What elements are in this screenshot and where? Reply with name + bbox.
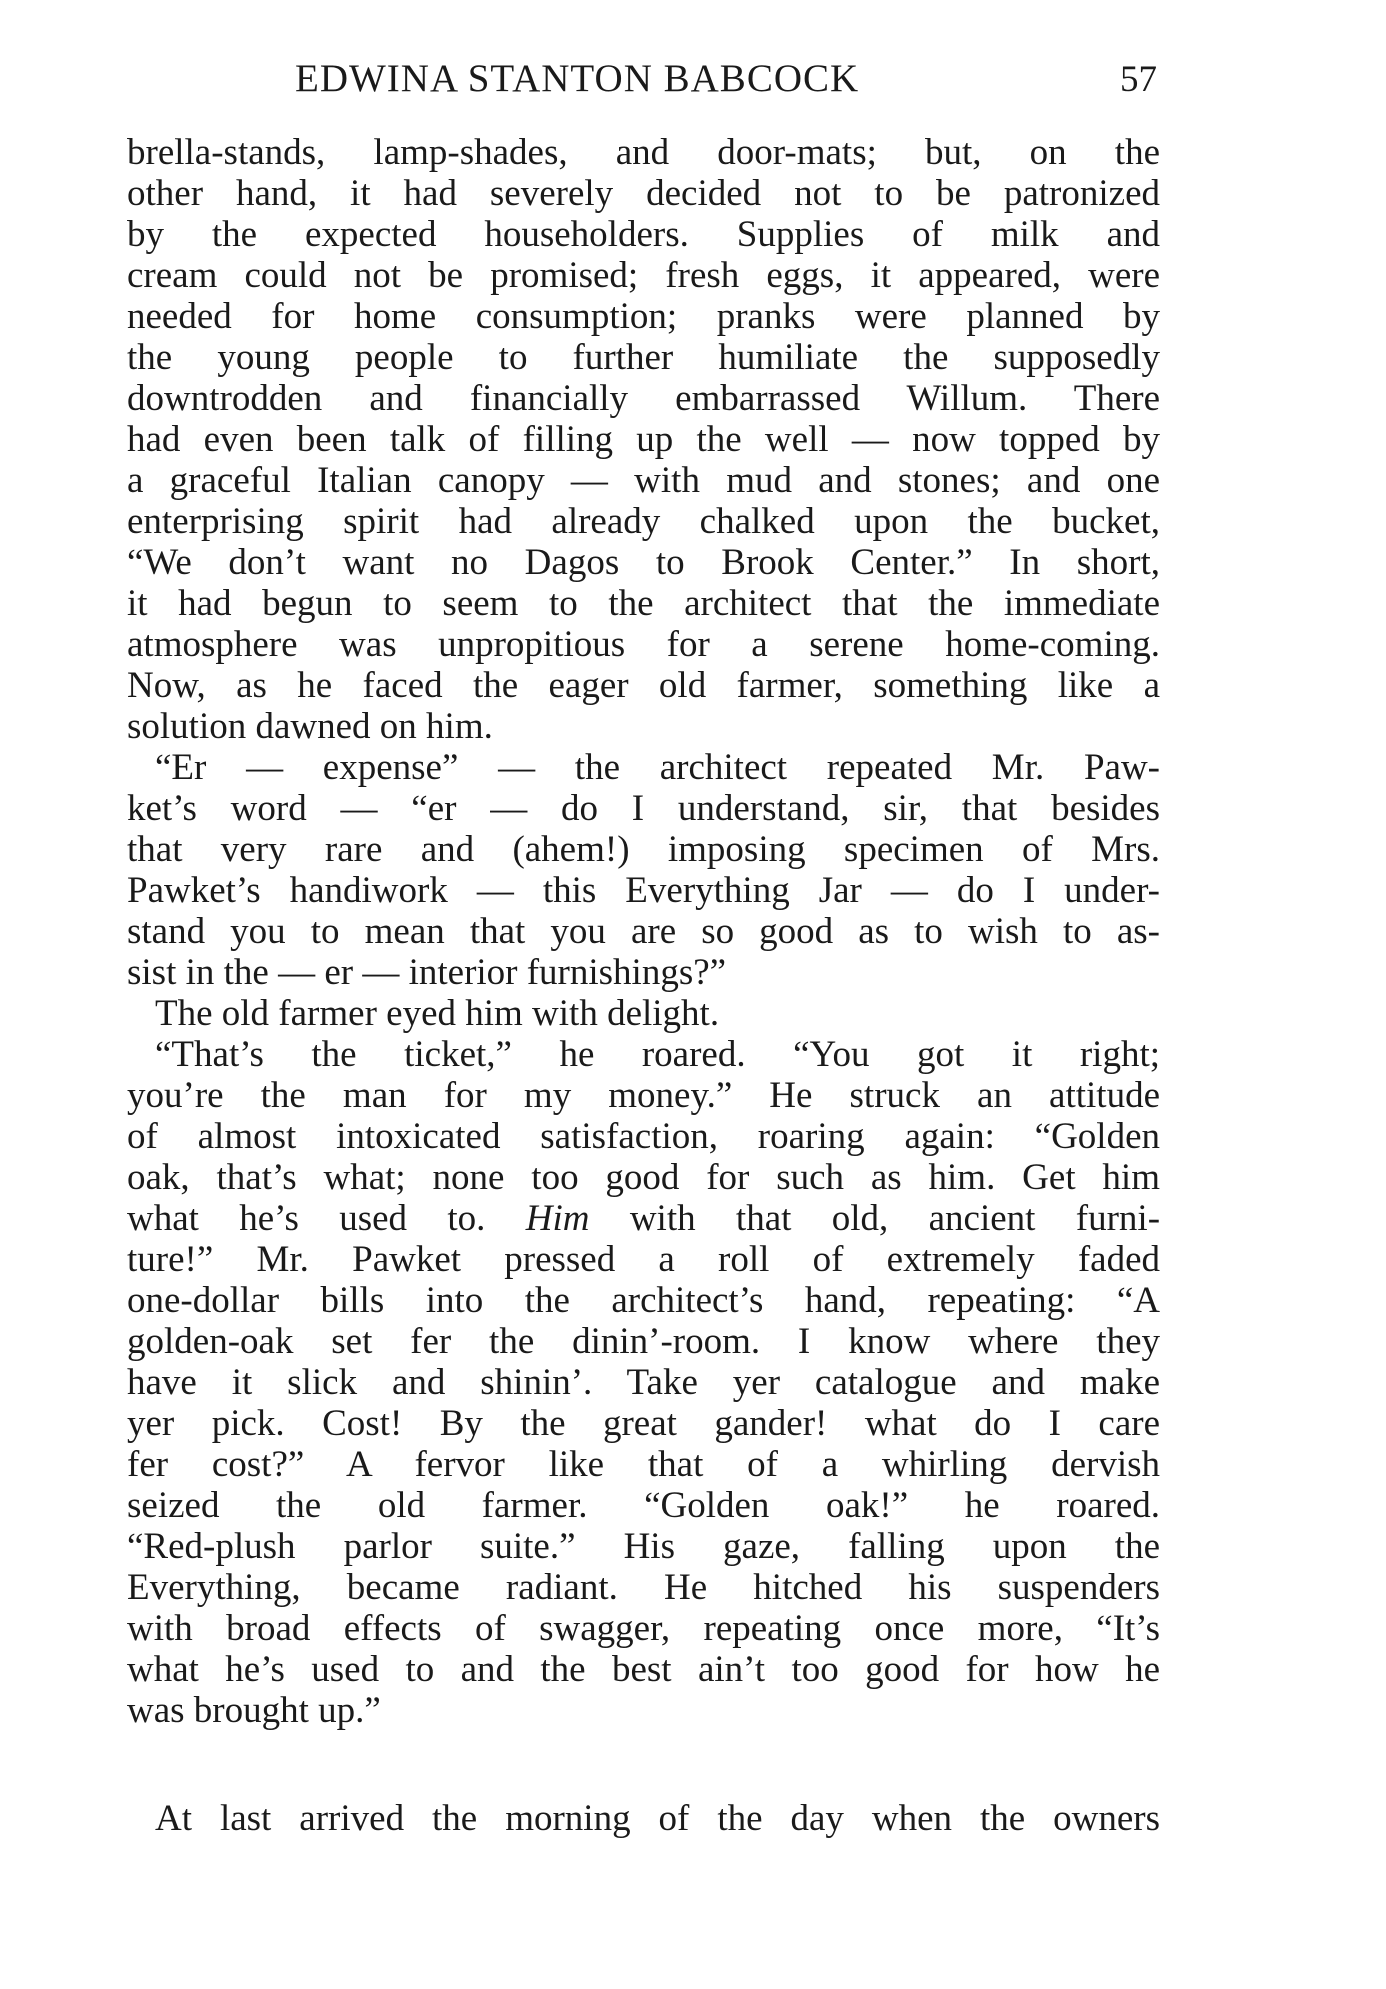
text-line: seized the old farmer. “Golden oak!” he roared. xyxy=(127,1485,1160,1526)
text-line: Pawket’s handiwork — this Everything Jar — do I under- xyxy=(127,870,1160,911)
text-line: you’re the man for my money.” He struck an attitude xyxy=(127,1075,1160,1116)
italic-word: Him xyxy=(525,1198,590,1239)
running-head: EDWINA STANTON BABCOCK xyxy=(295,57,860,100)
text-line: stand you to mean that you are so good as to wish to as- xyxy=(127,911,1160,952)
text-line: other hand, it had severely decided not to be patronized xyxy=(127,173,1160,214)
text-line: one-dollar bills into the architect’s hand, repeating: “A xyxy=(127,1280,1160,1321)
text-line: Now, as he faced the eager old farmer, something like a xyxy=(127,665,1160,706)
text-line: “That’s the ticket,” he roared. “You got it right; xyxy=(155,1034,1160,1075)
text-line: ket’s word — “er — do I understand, sir, that besides xyxy=(127,788,1160,829)
text-line: it had begun to seem to the architect that the immediate xyxy=(127,583,1160,624)
text-line: golden-oak set fer the dinin’-room. I know where they xyxy=(127,1321,1160,1362)
text-line: needed for home consumption; pranks were planned by xyxy=(127,296,1160,337)
text-line: atmosphere was unpropitious for a serene home-coming. xyxy=(127,624,1160,665)
text-line: brella-stands, lamp-shades, and door-mats; but, on the xyxy=(127,132,1160,173)
text-line: “Red-plush parlor suite.” His gaze, falling upon the xyxy=(127,1526,1160,1567)
text-line: the young people to further humiliate the supposedly xyxy=(127,337,1160,378)
text-line: Everything, became radiant. He hitched his suspenders xyxy=(127,1567,1160,1608)
body-text xyxy=(127,132,1160,1731)
text-line xyxy=(127,1198,1160,1239)
text-line: fer cost?” A fervor like that of a whirling dervish xyxy=(127,1444,1160,1485)
final-paragraph-line: At last arrived the morning of the day when the owners xyxy=(155,1798,1160,1839)
text-line: oak, that’s what; none too good for such as him. Get him xyxy=(127,1157,1160,1198)
text-fragment: what he’s used to. xyxy=(127,1198,486,1239)
text-line: cream could not be promised; fresh eggs, it appeared, were xyxy=(127,255,1160,296)
text-line: by the expected householders. Supplies of milk and xyxy=(127,214,1160,255)
page-number: 57 xyxy=(1120,59,1157,100)
text-line: have it slick and shinin’. Take yer catalogue and make xyxy=(127,1362,1160,1403)
text-line: yer pick. Cost! By the great gander! what do I care xyxy=(127,1403,1160,1444)
text-line: with broad effects of swagger, repeating once more, “It’s xyxy=(127,1608,1160,1649)
text-line: of almost intoxicated satisfaction, roaring again: “Golden xyxy=(127,1116,1160,1157)
text-line: downtrodden and financially embarrassed Willum. There xyxy=(127,378,1160,419)
text-line: “We don’t want no Dagos to Brook Center.” In short, xyxy=(127,542,1160,583)
text-line: enterprising spirit had already chalked upon the bucket, xyxy=(127,501,1160,542)
text-line: a graceful Italian canopy — with mud and stones; and one xyxy=(127,460,1160,501)
text-line: had even been talk of filling up the well — now topped by xyxy=(127,419,1160,460)
text-line: solution dawned on him. xyxy=(127,706,493,747)
text-fragment: with that old, ancient furni- xyxy=(629,1198,1161,1239)
text-line: was brought up.” xyxy=(127,1690,381,1731)
text-line: “Er — expense” — the architect repeated Mr. Paw- xyxy=(155,747,1160,788)
text-line: what he’s used to and the best ain’t too good for how he xyxy=(127,1649,1160,1690)
text-line: sist in the — er — interior furnishings?” xyxy=(127,952,727,993)
text-line: that very rare and (ahem!) imposing specimen of Mrs. xyxy=(127,829,1160,870)
text-line: ture!” Mr. Pawket pressed a roll of extremely faded xyxy=(127,1239,1160,1280)
text-line: The old farmer eyed him with delight. xyxy=(155,993,720,1034)
